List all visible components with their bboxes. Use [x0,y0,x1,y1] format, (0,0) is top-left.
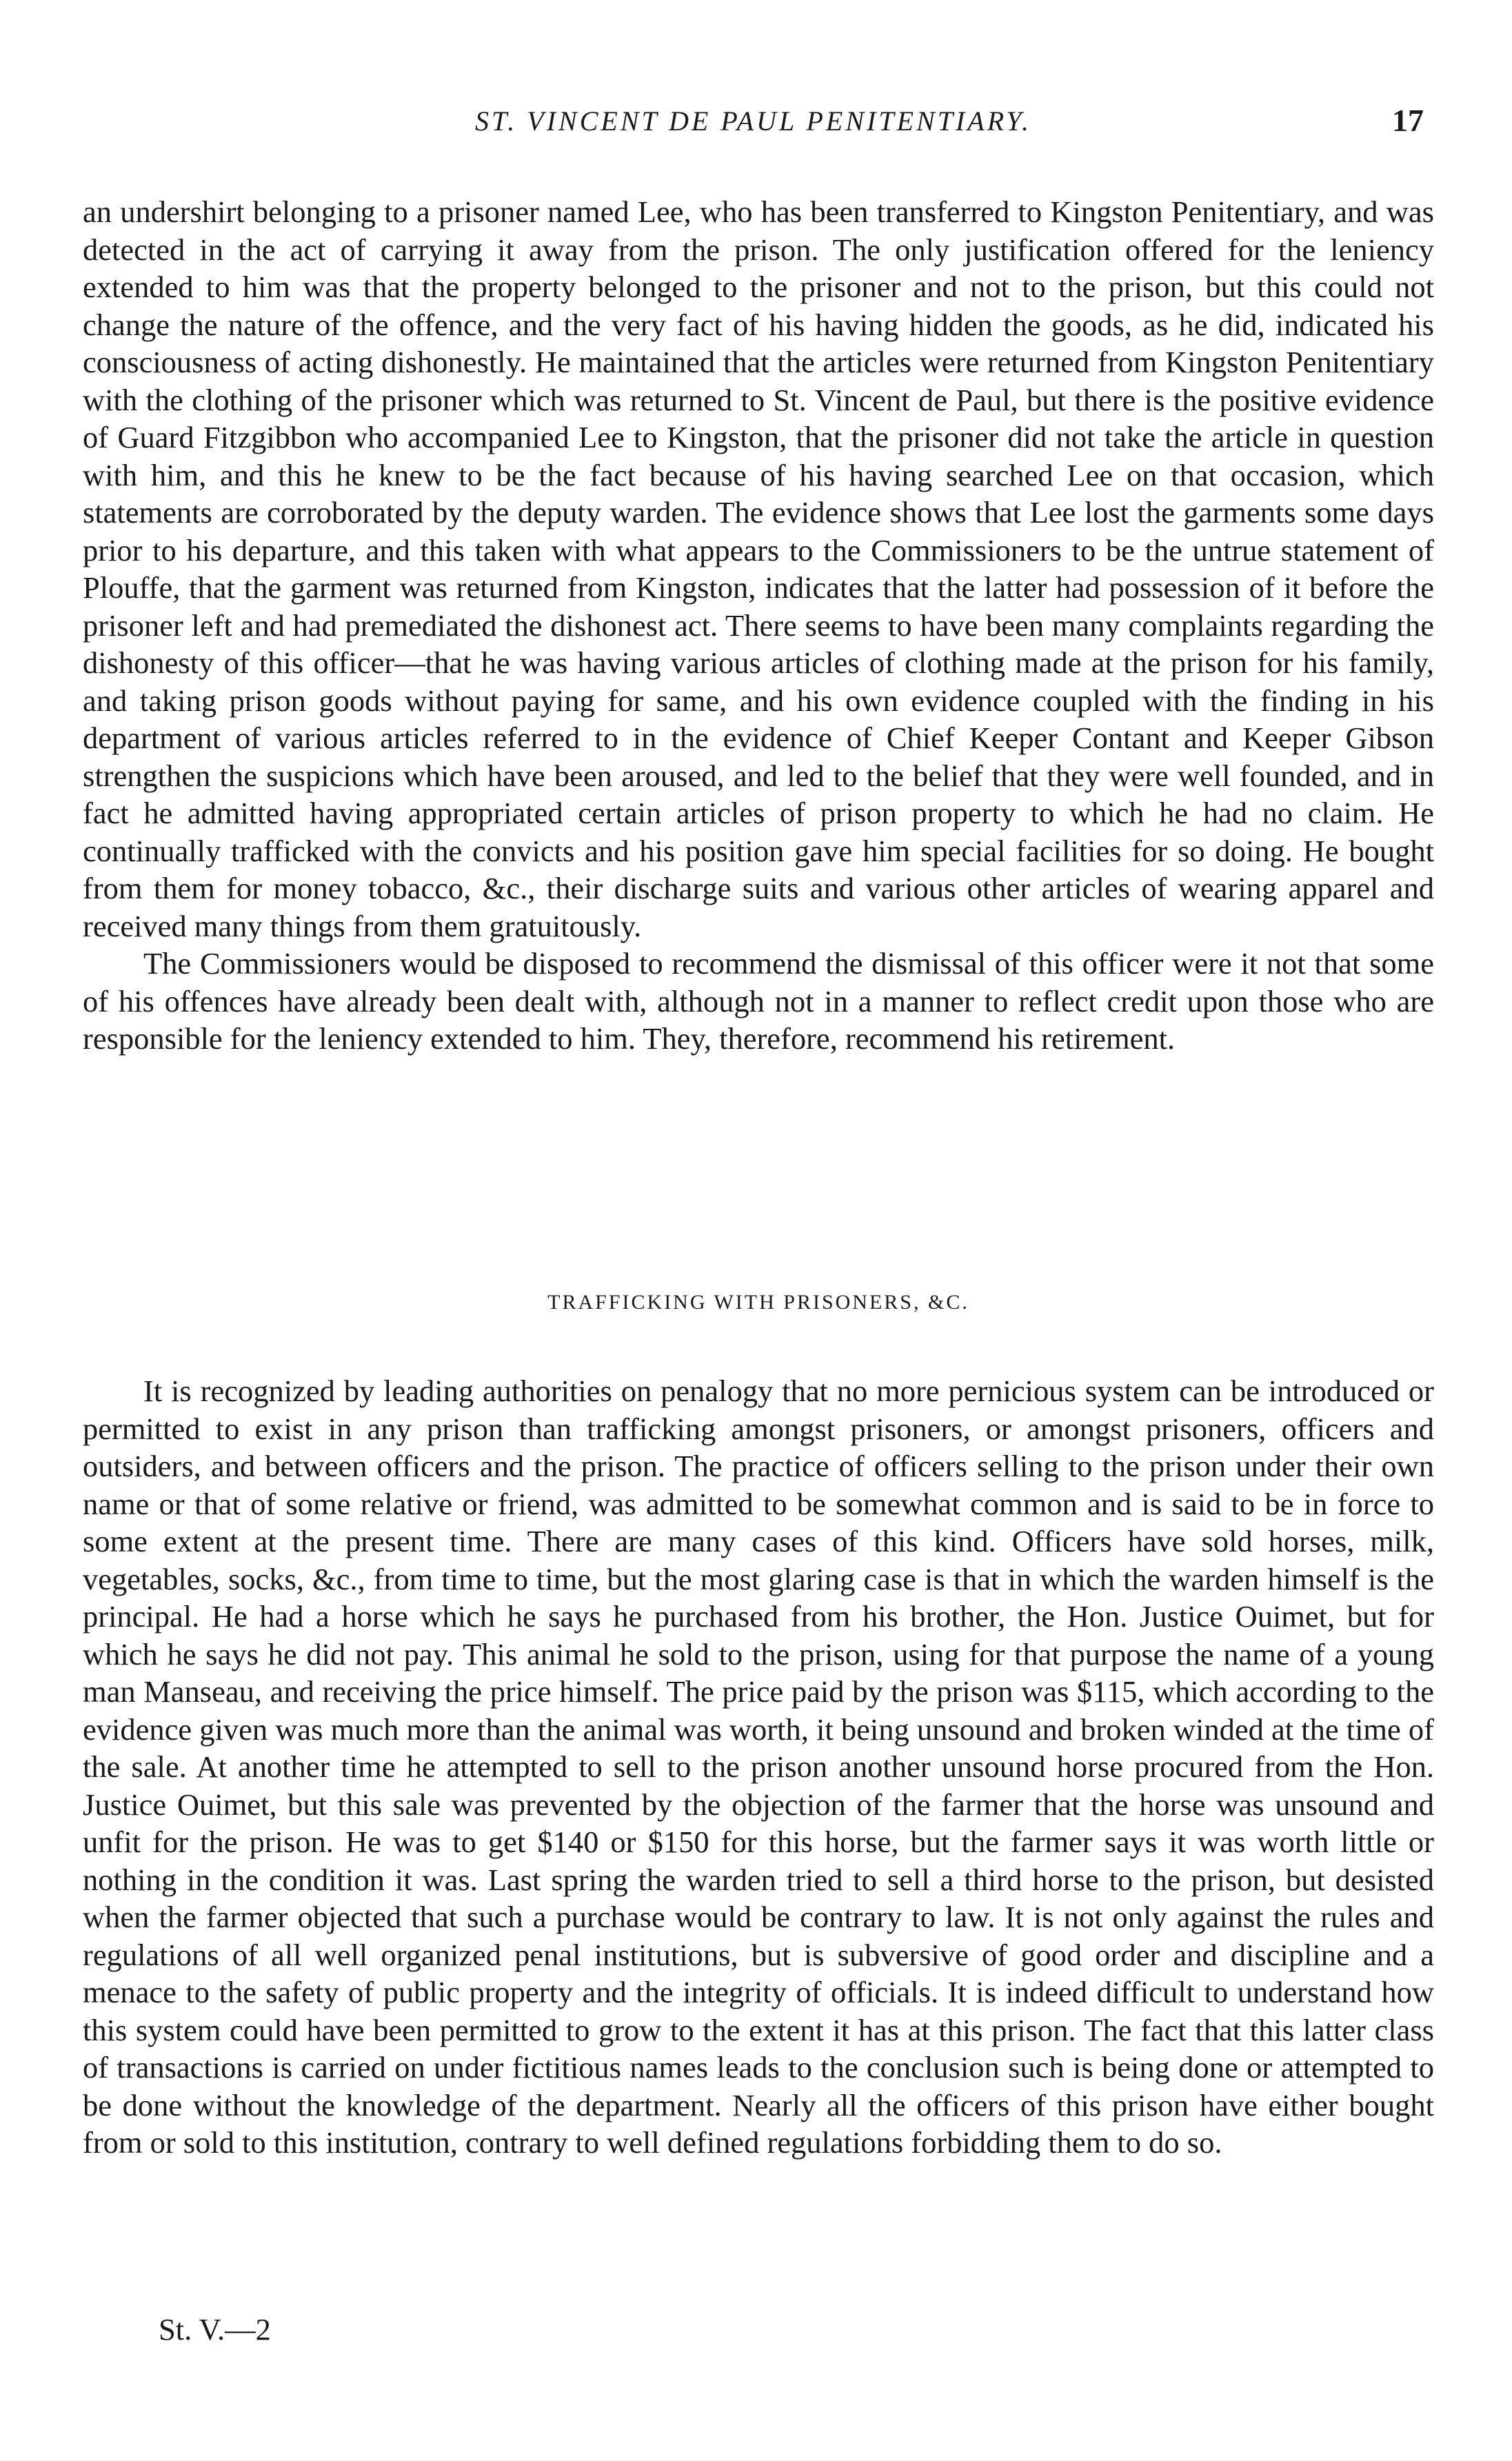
section-heading: TRAFFICKING WITH PRISONERS, &C. [547,1291,969,1314]
running-head [83,102,1424,143]
page-number: 17 [1392,103,1424,138]
section-one-body [83,193,1434,1058]
paragraph: an undershirt belonging to a prisoner named Lee, who has been transferred to Kingston Penitentiary, and was detected in the act of carrying it away from the prison. The only justification offered for the leniency extended to him was that the property belonged to the prisoner and not to the prison, but this could not change the nature of the offence, and the very fact of his having hidden the goods, as he did, indicated his consciousness of acting dishonestly. He maintained that the articles were returned from Kingston Penitentiary with the clothing of the prisoner which was returned to St. Vincent de Paul, but there is the positive evidence of Guard Fitzgibbon who accompanied Lee to Kingston, that the prisoner did not take the article in question with him, and this he knew to be the fact because of his having searched Lee on that occasion, which statements are corroborated by the deputy warden. The evidence shows that Lee lost the garments some days prior to his departure, and this taken with what appears to the Commissioners to be the untrue statement of Plouffe, that the garment was returned from Kingston, indicates that the latter had possession of it before the prisoner left and had premediated the dishonest act. There seems to have been many complaints regarding the dishonesty of this officer—that he was having various articles of clothing made at the prison for his family, and taking prison goods without paying for same, and his own evidence coupled with the finding in his department of various articles referred to in the evidence of Chief Keeper Contant and Keeper Gibson strengthen the suspicions which have been aroused, and led to the belief that they were well founded, and in fact he admitted having appropriated certain articles of prison property to which he had no claim. He continually trafficked with the convicts and his position gave him special facilities for so doing. He bought from them for money tobacco, &c., their discharge suits and various other articles of wearing apparel and received many things from them gratuitously. [83,194,1434,943]
running-title: ST. VINCENT DE PAUL PENITENTIARY. [475,106,1031,137]
paragraph: It is recognized by leading authorities on penalogy that no more pernicious system can be introduced or permitted to exist in any prison than trafficking amongst prisoners, or amongst prisoners, officers and outsiders, and between officers and the prison. The practice of officers selling to the prison under their own name or that of some relative or friend, was admitted to be somewhat common and is said to be in force to some extent at the present time. There are many cases of this kind. Officers have sold horses, milk, vegetables, socks, &c., from time to time, but the most glaring case is that in which the warden himself is the principal. He had a horse which he says he purchased from his brother, the Hon. Justice Ouimet, but for which he says he did not pay. This animal he sold to the prison, using for that purpose the name of a young man Manseau, and receiving the price himself. The price paid by the prison was $115, which according to the evidence given was much more than the animal was worth, it being unsound and broken winded at the time of the sale. At another time he attempted to sell to the prison another unsound horse procured from the Hon. Justice Ouimet, but this sale was prevented by the objection of the farmer that the horse was unsound and unfit for the prison. He was to get $140 or $150 for this horse, but the farmer says it was worth little or nothing in the condition it was. Last spring the warden tried to sell a third horse to the prison, but desisted when the farmer objected that such a purchase would be contrary to law. It is not only against the rules and regulations of all well organized penal institutions, but is subversive of good order and discipline and a menace to the safety of public property and the integrity of officials. It is indeed difficult to understand how this system could have been permitted to grow to the extent it has at this prison. The fact that this latter class of transactions is carried on under fictitious names leads to the conclusion such is being done or attempted to be done without the knowledge of the department. Nearly all the officers of this prison have either bought from or sold to this institution, contrary to well defined regulations forbidding them to do so. [83,1374,1434,2160]
paragraph: The Commissioners would be disposed to recommend the dismissal of this officer were it not that some of his offences have already been dealt with, although not in a manner to reflect credit upon those who are responsible for the leniency extended to him. They, therefore, recommend his retirement. [83,946,1434,1056]
signature-mark: St. V.—2 [159,2312,271,2347]
section-two-body [83,1372,1434,2162]
